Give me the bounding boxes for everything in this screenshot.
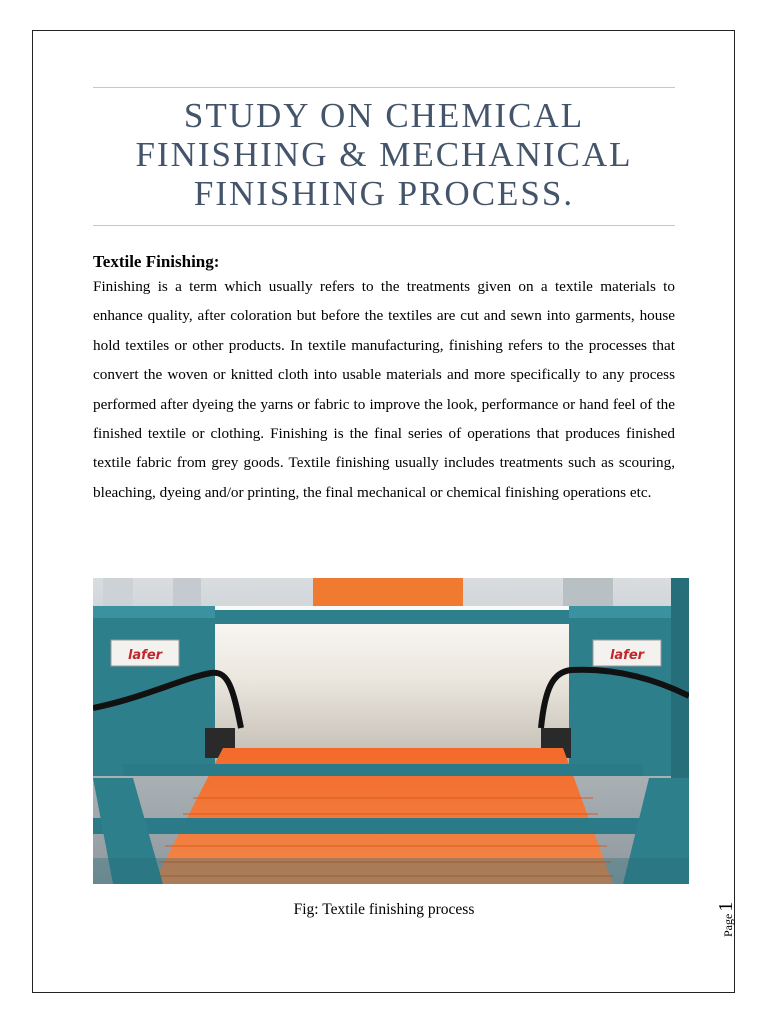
- front-beam-bottom: [93, 818, 689, 834]
- title-bottom-rule: [93, 225, 675, 226]
- section-heading: Textile Finishing:: [93, 252, 220, 271]
- right-brand-label: lafer: [609, 648, 645, 663]
- body-paragraph: Finishing is a term which usually refers to the treatments given on a textile materials to enhance quality, after coloration but before the textiles are cut and sewn into garments, house hold textiles or other products. In textile manufacturing, finishing refers to the processes that convert the woven or knitted cloth into usable materials and more specifically to any process performed after dyeing the yarns or fabric to improve the look, performance or hand feel of the finished textile or clothing. Finishing is the final series of operations that produces finished textile fabric from grey goods. Textile finishing usually includes treatments such as scouring, bleaching, dyeing and/or printing, the final mechanical or chemical finishing operations etc.: [93, 278, 675, 501]
- page-label: Page: [721, 913, 735, 937]
- title-line-3: FINISHING PROCESS.: [193, 174, 575, 213]
- document-title: [93, 96, 675, 213]
- page-number: [715, 887, 735, 937]
- ceiling-fabric: [313, 578, 463, 606]
- roller: [211, 606, 571, 748]
- textile-machine-figure: [93, 578, 689, 884]
- figure-caption: Fig: Textile finishing process: [293, 901, 475, 918]
- front-beam-top: [123, 764, 643, 776]
- title-top-rule: [93, 87, 675, 88]
- title-line-1: STUDY ON CHEMICAL: [183, 96, 585, 135]
- left-brand-label: lafer: [127, 648, 163, 663]
- page-number-value: 1: [715, 901, 737, 912]
- title-line-2: FINISHING & MECHANICAL: [135, 135, 633, 174]
